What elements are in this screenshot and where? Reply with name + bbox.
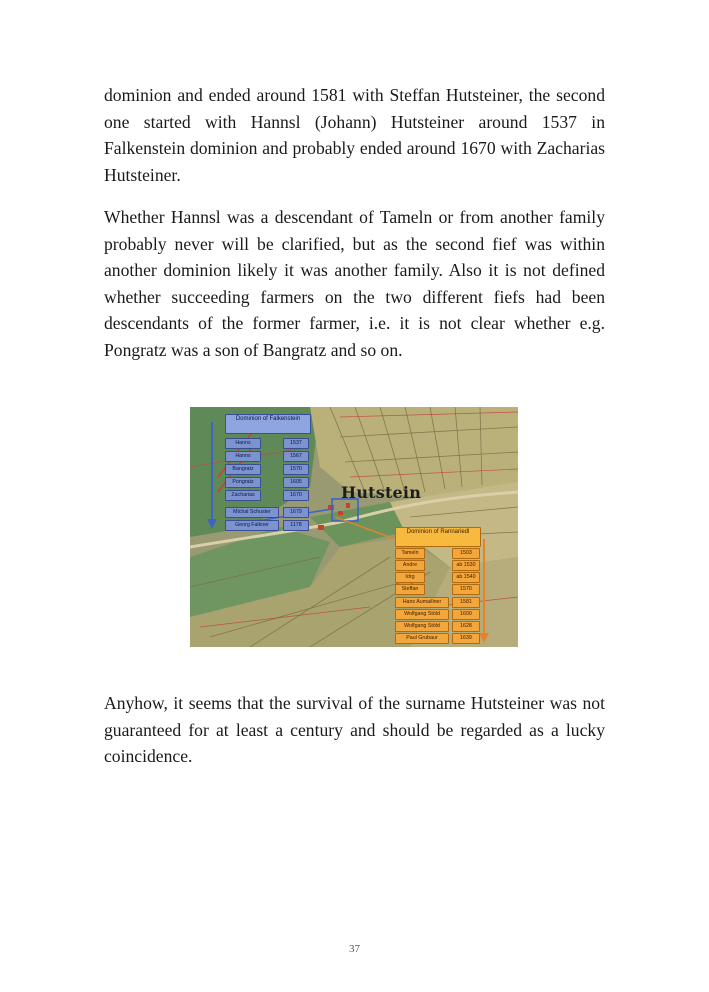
falkenstein-year-5: 1670 [283,490,309,501]
paragraph-2: Whether Hannsl was a descendant of Tameln or from another family probably never will be clarified, but as the second fief was within another dominion likely it was another family. Also it is not defined whether succeeding farmers on the two different fiefs had been descendants of the former farmer, i.e. it is not clear whether e.g. Pongratz was a son of Bangratz and so on. [104,207,605,360]
falkenstein-year-6: 1679 [283,507,309,518]
rannariedl-year-4: 1570 [452,584,480,595]
falkenstein-year-7: 1178 [283,520,309,531]
rannariedl-year-3: ab 1540 [452,572,480,583]
page-number: 37 [349,943,360,955]
rannariedl-name-5: Hans Aumaillner [395,597,449,608]
rannariedl-year-1: 1503 [452,548,480,559]
rannariedl-name-3: Idrg [395,572,425,583]
rannariedl-year-7: 1628 [452,621,480,632]
rannariedl-name-2: Andre [395,560,425,571]
rannariedl-year-8: 1639 [452,633,480,644]
rannariedl-title: Dominion of Rannariedl [395,527,481,547]
rannariedl-name-4: Steffan [395,584,425,595]
rannariedl-year-6: 1600 [452,609,480,620]
rannariedl-name-6: Wolfgang Stöld [395,609,449,620]
rannariedl-name-1: Tameln [395,548,425,559]
rannariedl-name-8: Paul Grubaur [395,633,449,644]
falkenstein-name-4: Pongratz [225,477,261,488]
falkenstein-name-6: Michal Schuster [225,507,279,518]
falkenstein-name-7: Georg Falkner [225,520,279,531]
falkenstein-year-2: 1567 [283,451,309,462]
rannariedl-name-7: Wolfgang Stöld [395,621,449,632]
paragraph-3: Anyhow, it seems that the survival of the surname Hutsteiner was not guaranteed for at least a century and should be regarded as a lucky coincidence. [104,693,605,767]
falkenstein-title: Dominion of Falkenstein [225,414,311,434]
falkenstein-year-1: 1537 [283,438,309,449]
map-figure [190,407,518,647]
falkenstein-year-4: 1605 [283,477,309,488]
rannariedl-year-5: 1581 [452,597,480,608]
rannariedl-year-2: ab 1530 [452,560,480,571]
falkenstein-year-3: 1570 [283,464,309,475]
falkenstein-name-3: Bangratz [225,464,261,475]
falkenstein-name-2: Hanns [225,451,261,462]
falkenstein-name-1: Hanns [225,438,261,449]
paragraph-1: dominion and ended around 1581 with Steffan Hutsteiner, the second one started with Hannsl (Johann) Hutsteiner around 1537 in Falkenstein dominion and probably ended around 1670 with Zacharias Hutsteiner. [104,85,605,185]
place-label-hutstein: Hutstein [341,483,422,502]
falkenstein-name-5: Zacharias [225,490,261,501]
